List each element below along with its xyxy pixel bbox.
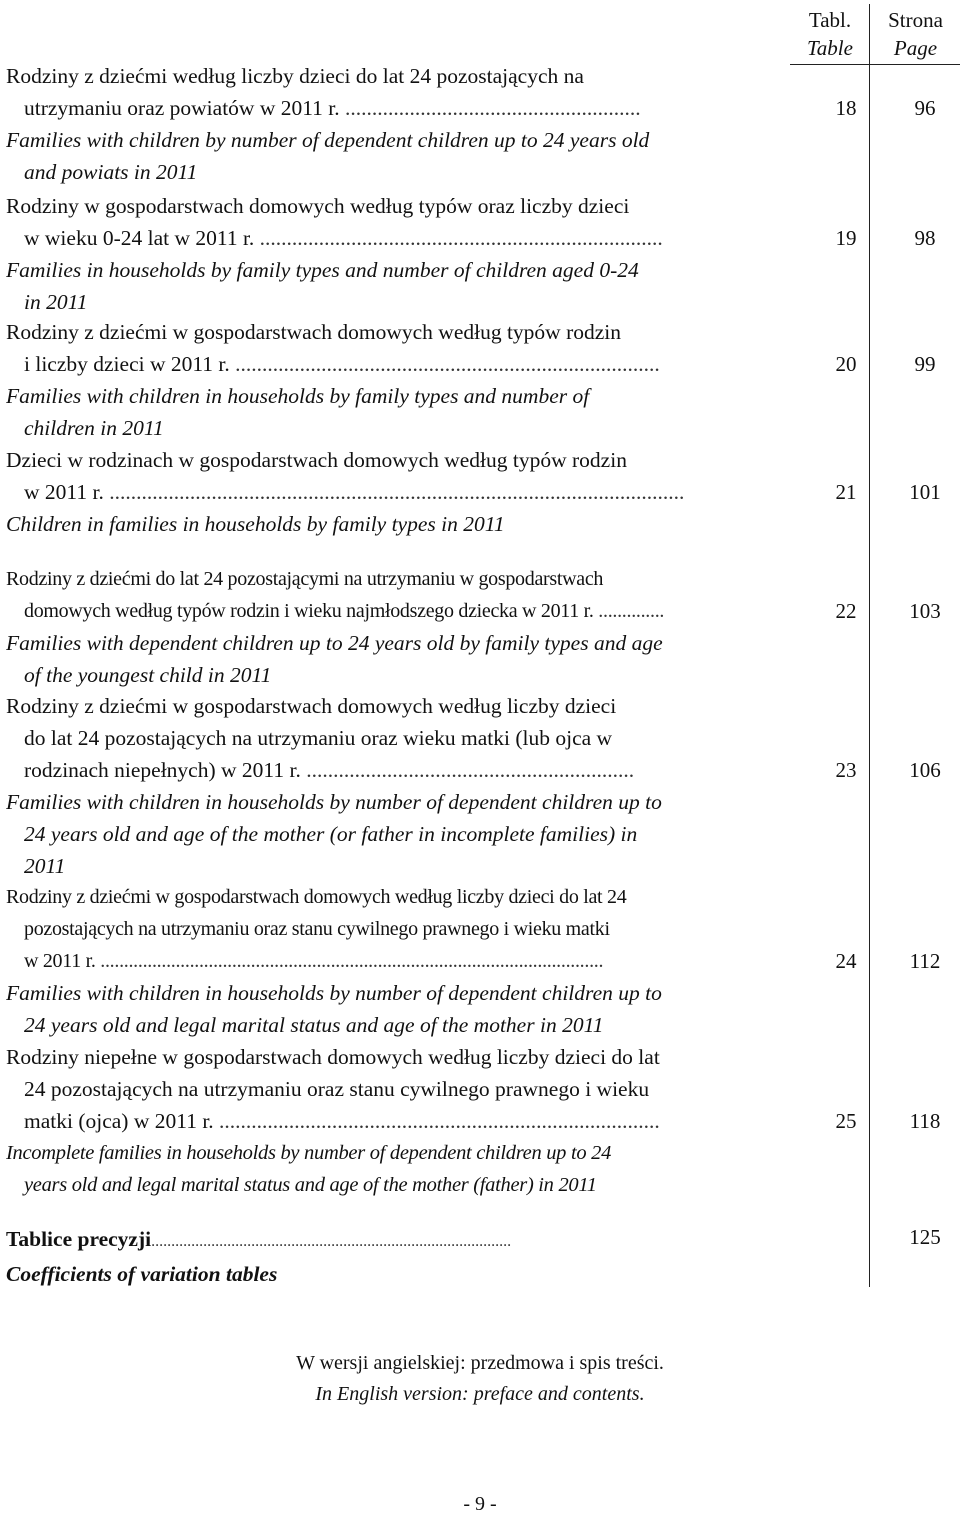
page-number-link[interactable]: 125 [909,1225,941,1249]
header-tabl-en: Table [807,36,853,60]
table-number: 24 [835,949,857,973]
toc-entry-22[interactable] [6,563,786,691]
entry-title-en-line: 24 years old and legal marital status and age of the mother in 2011 [24,1013,604,1037]
entry-title-en-line: of the youngest child in 2011 [24,663,272,687]
toc-entry-23[interactable] [6,690,786,882]
entry-title-pl-line [6,754,786,786]
entry-title-en-line: and powiats in 2011 [24,160,198,184]
toc-entry-24[interactable] [6,881,786,1041]
toc-entry-21[interactable] [6,444,786,540]
table-number: 19 [835,226,857,250]
entry-title-pl-text: w 2011 r. [24,950,96,972]
entry-title-pl-line: pozostających na utrzymaniu oraz stanu cywilnego prawnego i wieku matki [24,918,610,940]
entry-title-pl-text: matki (ojca) w 2011 r. [24,1109,214,1133]
page-number-link[interactable]: 96 [914,96,936,120]
entry-title-en-line: in 2011 [24,290,88,314]
page-number: - 9 - [463,1493,497,1515]
column-header-page [871,6,960,62]
entry-title-pl-line [6,1223,786,1258]
entry-title-en-line: Families with dependent children up to 24 years old by family types and age [6,631,663,655]
column-header-table [795,6,865,62]
toc-entry-25[interactable] [6,1041,786,1201]
entry-title-pl-line [6,595,786,627]
entry-title-pl-text: w wieku 0-24 lat w 2011 r. [24,226,255,250]
entry-title-pl-text: rodzinach niepełnych) w 2011 r. [24,758,301,782]
entry-title-pl-line [6,92,786,124]
entry-title-en-line: Families with children in households by number of dependent children up to [6,981,662,1005]
entry-title-pl-line [6,1105,786,1137]
entry-title-pl-line: Rodziny z dziećmi w gospodarstwach domowych według typów rodzin [6,320,622,344]
toc-entry-19[interactable] [6,190,786,318]
header-tabl-pl: Tabl. [808,8,852,32]
leader-dots: ........................................................................... [254,226,663,250]
toc-entry-precision-tables[interactable] [6,1223,786,1290]
entry-title-pl-line: Rodziny z dziećmi do lat 24 pozostającymi na utrzymaniu w gospodarstwach [6,568,604,590]
leader-dots: ............................................................. [300,758,635,782]
entry-title-en-line: Families with children in households by number of dependent children up to [6,790,662,814]
entry-title-en-line: children in 2011 [24,416,164,440]
page-number-link[interactable]: 112 [909,949,941,973]
entry-title-en-line: Families in households by family types and number of children aged 0-24 [6,258,639,282]
entry-title-en-line: Children in families in households by family types in 2011 [6,512,505,536]
entry-title-en-line: Families with children in households by family types and number of [6,384,590,408]
entry-title-pl-line: Rodziny niepełne w gospodarstwach domowych według liczby dzieci do lat [6,1045,660,1069]
entry-title-pl-text: utrzymaniu oraz powiatów w 2011 r. [24,96,340,120]
entry-title-en-line: 2011 [24,854,66,878]
entry-title-pl-line [6,945,786,977]
leader-dots: .......................................................................................... [151,1233,512,1250]
page-number-link[interactable]: 118 [909,1109,941,1133]
page-number-link[interactable]: 106 [909,758,941,782]
toc-entry-20[interactable] [6,316,786,444]
entry-title-pl-text: domowych według typów rodzin i wieku najmłodszego dziecka w 2011 r. [24,600,594,622]
entry-title-pl-line: 24 pozostających na utrzymaniu oraz stanu cywilnego prawnego i wieku [24,1077,650,1101]
entry-title-pl-line [6,348,786,380]
entry-title-en-line: Families with children by number of dependent children up to 24 years old [6,128,650,152]
page-number-link[interactable]: 103 [909,599,941,623]
header-divider [790,64,960,65]
entry-title-pl-line: Rodziny z dziećmi według liczby dzieci do lat 24 pozostających na [6,64,584,88]
footer-note-en: In English version: preface and contents. [315,1383,645,1405]
entry-title-pl-line: Rodziny z dziećmi w gospodarstwach domowych według liczby dzieci [6,694,617,718]
entry-title-en-line: Incomplete families in households by number of dependent children up to 24 [6,1142,612,1164]
page-number-link[interactable]: 101 [909,480,941,504]
entry-title-en-line: years old and legal marital status and age of the mother (father) in 2011 [24,1174,597,1196]
toc-entry-18[interactable] [6,60,786,188]
table-number: 20 [835,352,857,376]
leader-dots: .............. [593,600,665,622]
entry-title-pl-line [6,222,786,254]
header-page-en: Page [893,36,938,60]
leader-dots: .................................................................................. [213,1109,660,1133]
entry-title-en-line: Coefficients of variation tables [6,1262,278,1286]
entry-title-pl-line: do lat 24 pozostających na utrzymaniu oraz wieku matki (lub ojca w [24,726,613,750]
leader-dots: ........................................................................................................... [95,950,604,972]
footer-note-pl: W wersji angielskiej: przedmowa i spis treści. [296,1352,664,1374]
leader-dots: ....................................................... [339,96,641,120]
entry-title-pl-text: w 2011 r. [24,480,104,504]
table-number: 23 [835,758,857,782]
leader-dots: ............................................................................... [229,352,660,376]
page-number-link[interactable]: 99 [914,352,936,376]
leader-dots: ........................................................................................................... [103,480,685,504]
entry-title-pl-line: Rodziny w gospodarstwach domowych według typów oraz liczby dzieci [6,194,630,218]
table-number: 25 [835,1109,857,1133]
entry-title-pl-text: Tablice precyzji [6,1227,152,1251]
entry-title-pl-line: Rodziny z dziećmi w gospodarstwach domowych według liczby dzieci do lat 24 [6,886,627,908]
entry-title-pl-text: i liczby dzieci w 2011 r. [24,352,230,376]
entry-title-pl-line: Dzieci w rodzinach w gospodarstwach domowych według typów rodzin [6,448,627,472]
page-number-link[interactable]: 98 [914,226,936,250]
table-number: 22 [835,599,857,623]
column-divider [869,4,870,1287]
entry-title-pl-line [6,476,786,508]
table-number: 21 [835,480,857,504]
header-page-pl: Strona [888,8,943,32]
table-number: 18 [835,96,857,120]
entry-title-en-line: 24 years old and age of the mother (or father in incomplete families) in [24,822,638,846]
